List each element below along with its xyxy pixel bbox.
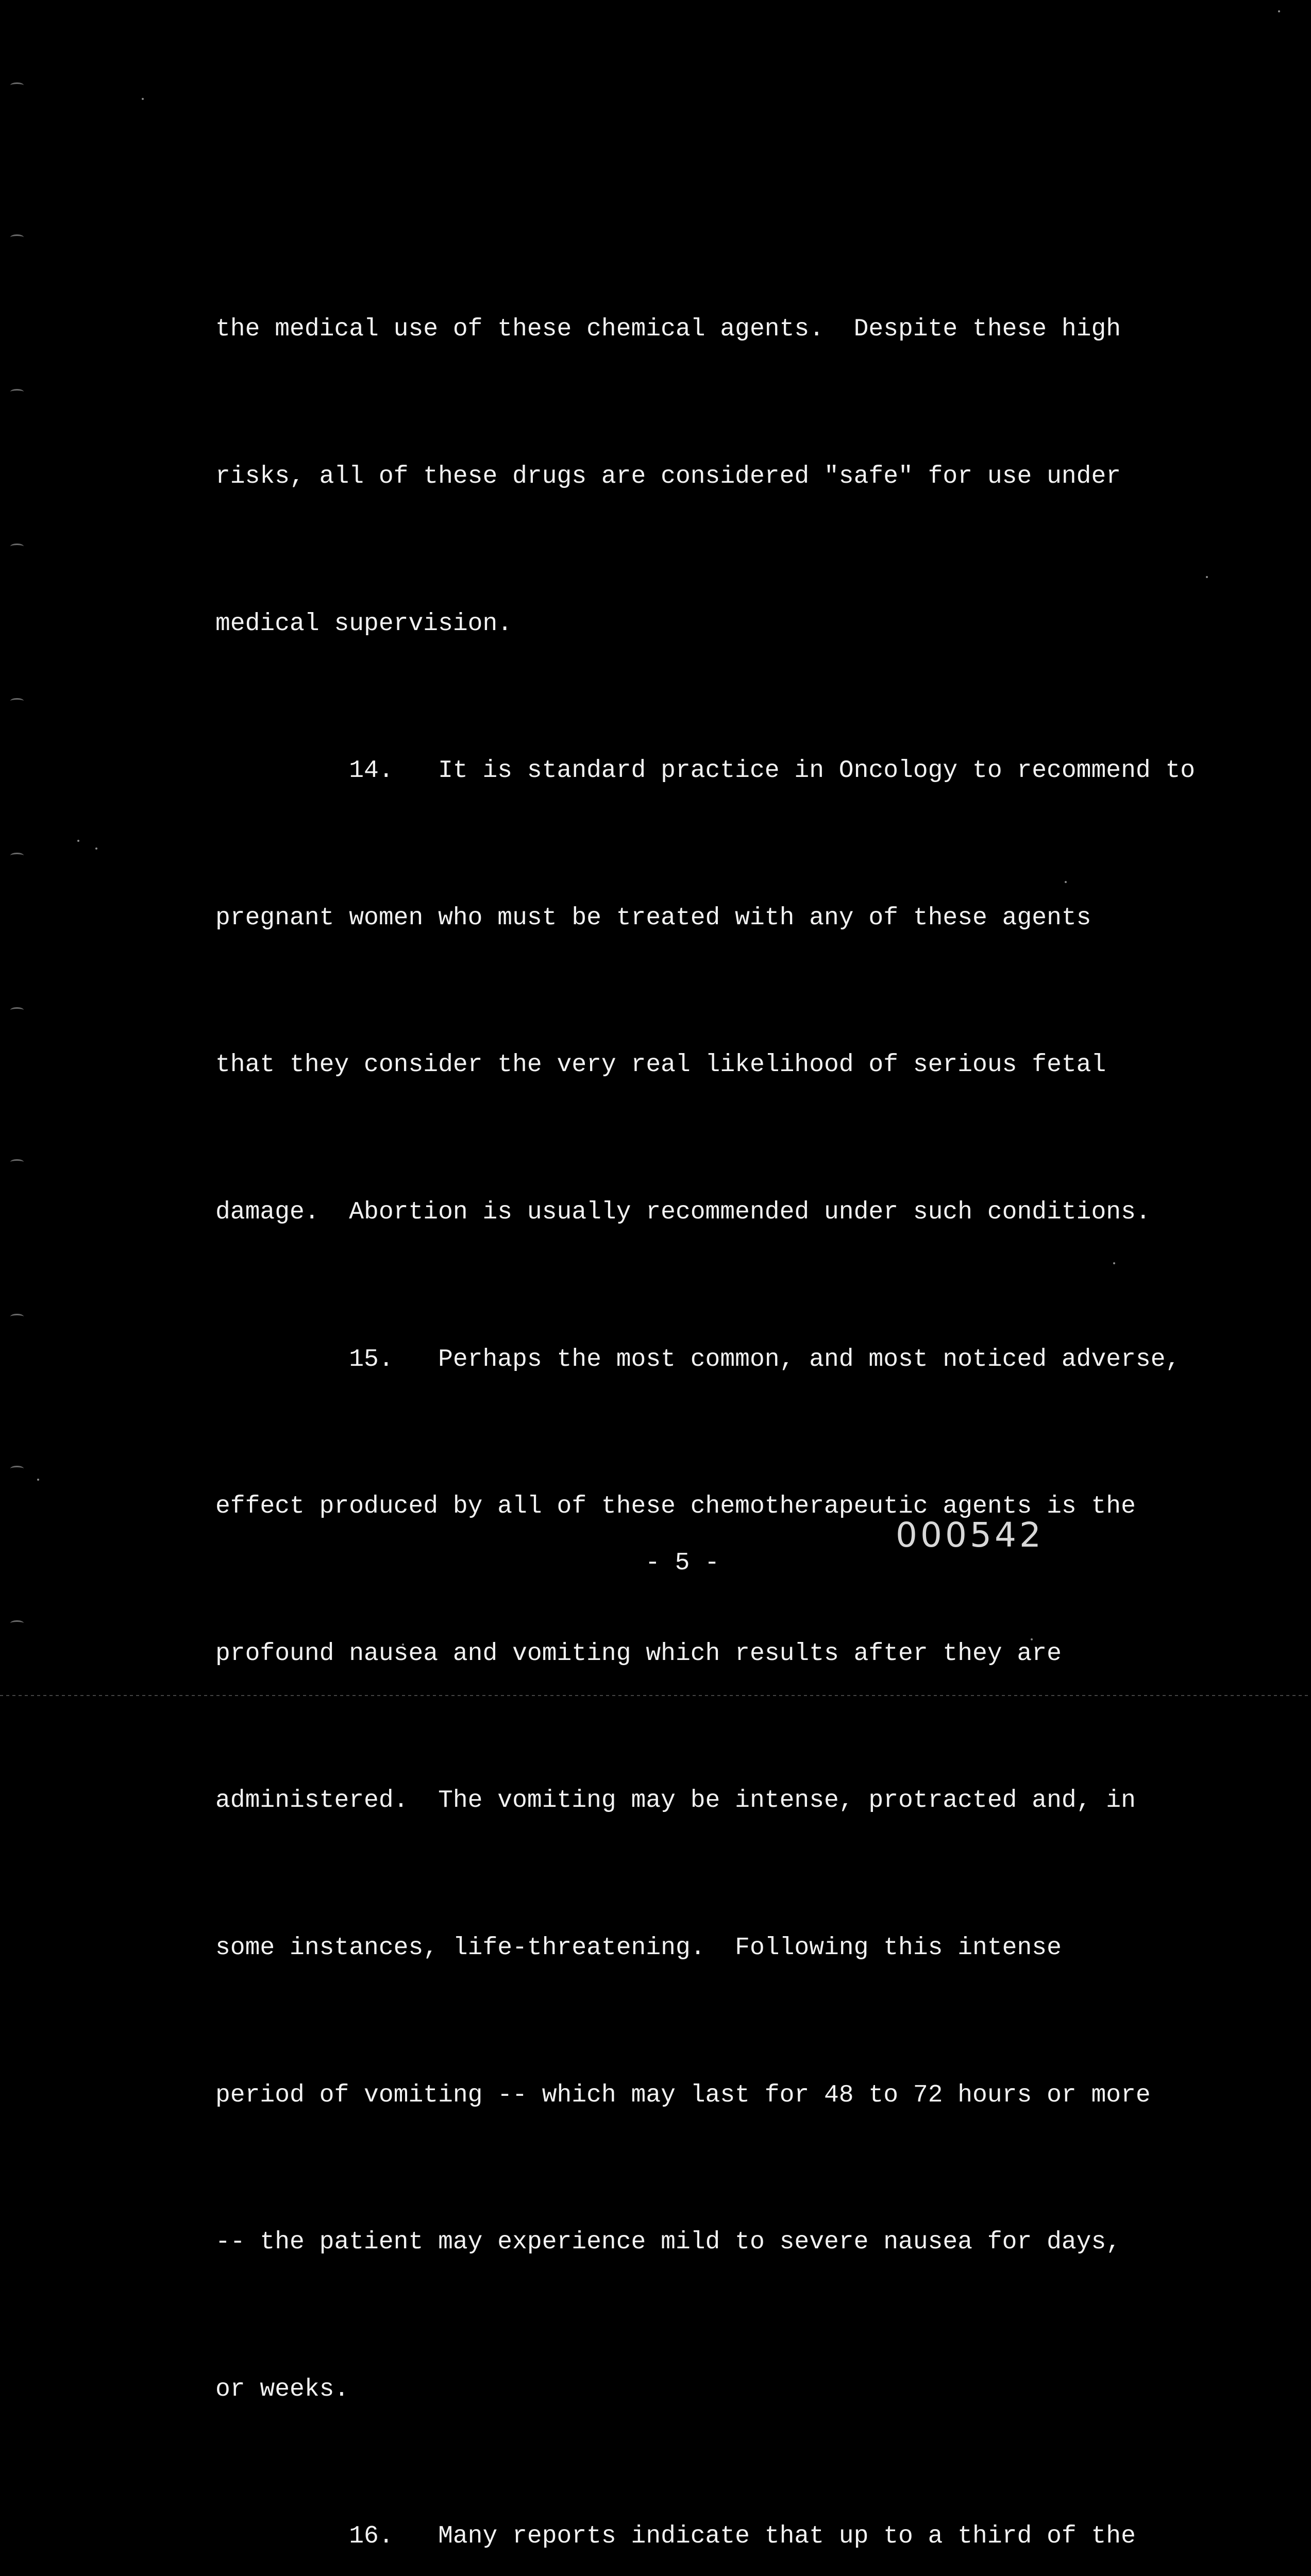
text-line: -- the patient may experience mild to severe nausea for days, — [215, 2228, 1121, 2257]
scan-bottom-edge — [0, 1695, 1311, 1696]
paragraph-14-first-line: 14. It is standard practice in Oncology to recommend to — [215, 757, 1196, 785]
text-line: or weeks. — [215, 2375, 349, 2403]
paragraph-16-first-line: 16. Many reports indicate that up to a third of the — [215, 2522, 1136, 2551]
text-line: the medical use of these chemical agents. Despite these high — [215, 315, 1121, 344]
scan-artifact-mark — [10, 698, 24, 704]
scan-speck — [1278, 10, 1280, 12]
scan-artifact-mark — [10, 1620, 24, 1626]
scan-artifact-mark — [10, 234, 24, 240]
scan-artifact-mark — [10, 853, 24, 858]
scan-speck — [142, 98, 144, 100]
text-line: that they consider the very real likelihood of serious fetal — [215, 1051, 1106, 1079]
paragraph-15-first-line: 15. Perhaps the most common, and most noticed adverse, — [215, 1345, 1181, 1374]
scan-speck — [77, 840, 79, 842]
text-line: damage. Abortion is usually recommended under such conditions. — [215, 1198, 1151, 1226]
scan-speck — [37, 1479, 39, 1481]
text-line: some instances, life-threatening. Following this intense — [215, 1934, 1062, 1962]
page-number: - 5 - — [645, 1549, 720, 1577]
text-line: pregnant women who must be treated with any of these agents — [215, 904, 1091, 932]
text-line: profound nausea and vomiting which results after they are — [215, 1639, 1062, 1668]
scan-speck — [95, 848, 97, 850]
text-line: period of vomiting -- which may last for 48 to 72 hours or more — [215, 2081, 1151, 2109]
body-text — [215, 207, 1236, 2576]
scan-artifact-mark — [10, 1007, 24, 1013]
text-line: effect produced by all of these chemotherapeutic agents is the — [215, 1493, 1136, 1521]
scan-artifact-mark — [10, 544, 24, 549]
text-line: medical supervision. — [215, 609, 513, 638]
scan-artifact-mark — [10, 1466, 24, 1471]
text-line: administered. The vomiting may be intense, protracted and, in — [215, 1787, 1136, 1815]
scan-artifact-mark — [10, 1314, 24, 1319]
text-line: risks, all of these drugs are considered "safe" for use under — [215, 463, 1121, 490]
scan-artifact-mark — [10, 1159, 24, 1165]
scan-artifact-mark — [10, 389, 24, 395]
bates-number-stamp: 000542 — [896, 1515, 1044, 1555]
scan-artifact-mark — [10, 82, 24, 88]
